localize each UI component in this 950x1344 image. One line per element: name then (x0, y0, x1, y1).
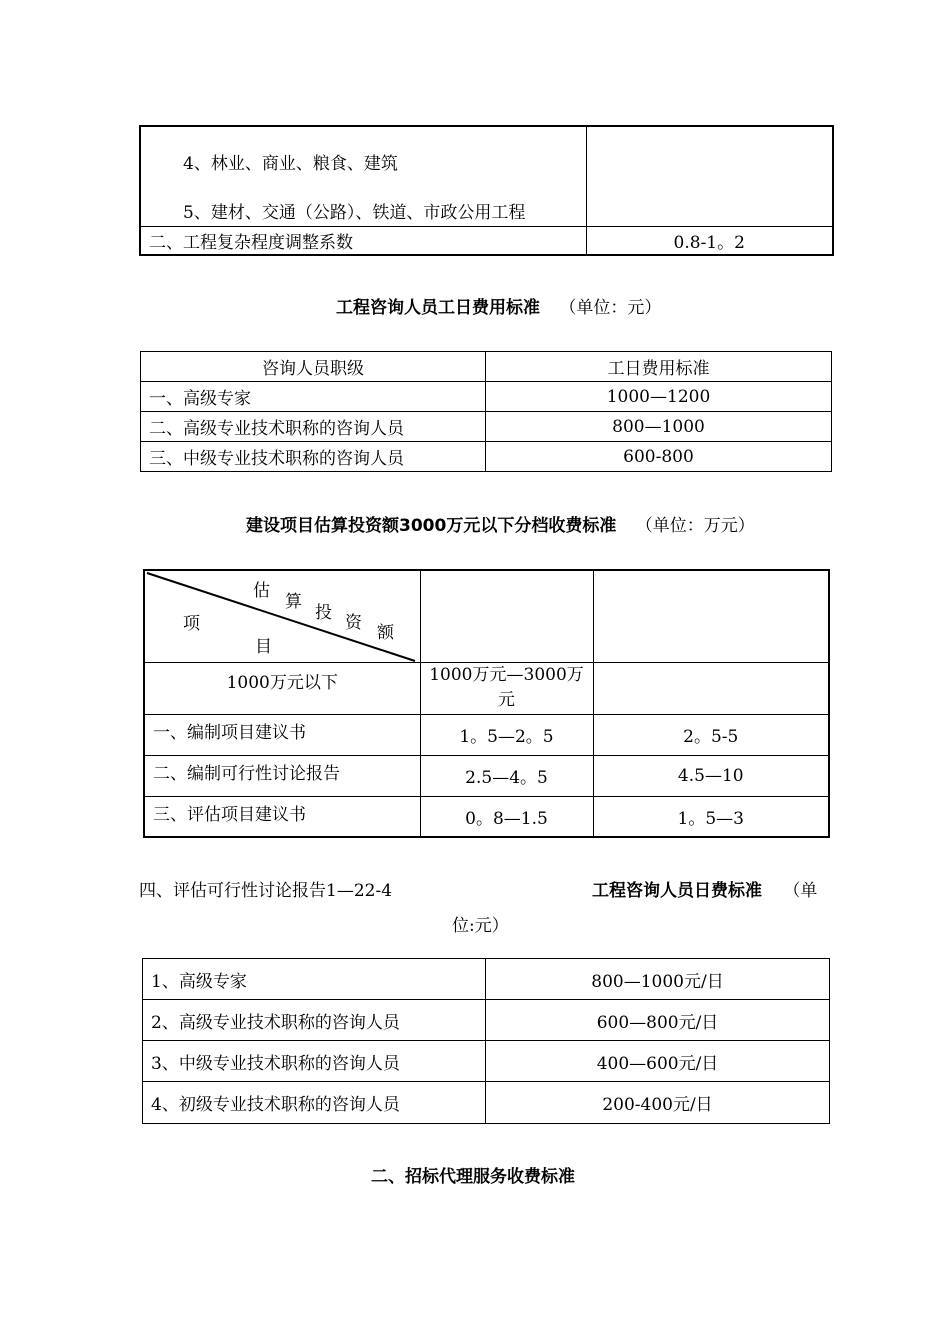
invest-heading (246, 511, 755, 536)
industry-value-cell (586, 126, 833, 226)
header-empty (593, 570, 829, 662)
fee-unit-b: 位:元） (452, 916, 509, 936)
row-label: 二、高级专业技术职称的咨询人员 (141, 412, 486, 442)
industry-list-cell (140, 126, 586, 226)
table-row (143, 1041, 830, 1082)
diagonal-char: 投 (315, 603, 332, 623)
row-label: 4、初级专业技术职称的咨询人员 (143, 1082, 486, 1124)
band-low: 1000万元以下 (144, 662, 420, 714)
table-row (143, 1000, 830, 1041)
table-header-row (144, 570, 829, 662)
table-row (141, 442, 832, 472)
diagonal-char: 估 (253, 581, 270, 601)
row-value: 1。5—3 (593, 796, 829, 837)
row-value: 800—1000元/日 (486, 959, 830, 1000)
row-value: 4.5—10 (593, 755, 829, 796)
daily-standard-title: 工程咨询人员工日费用标准 (336, 298, 540, 318)
row-value: 600-800 (486, 442, 832, 472)
row-label: 3、中级专业技术职称的咨询人员 (143, 1041, 486, 1082)
diagonal-header-cell (144, 570, 420, 662)
row-value: 400—600元/日 (486, 1041, 830, 1082)
bidding-heading: 二、招标代理服务收费标准 (371, 1167, 575, 1187)
row-label: 2、高级专业技术职称的咨询人员 (143, 1000, 486, 1041)
industry-line-4: 4、林业、商业、粮食、建筑 (183, 154, 398, 174)
row-value: 1。5—2。5 (420, 714, 593, 755)
row-value: 600—800元/日 (486, 1000, 830, 1041)
band-mid: 1000万元—3000万元 (420, 662, 593, 714)
fee-table (142, 958, 830, 1124)
diagonal-char: 资 (345, 613, 362, 633)
row-label: 一、编制项目建议书 (144, 714, 420, 755)
complexity-label: 二、工程复杂程度调整系数 (140, 226, 586, 255)
daily-standard-heading (336, 293, 661, 318)
table-header-row (141, 352, 832, 382)
row-label: 一、高级专家 (141, 382, 486, 412)
table-row (144, 662, 829, 714)
table-row (141, 412, 832, 442)
industry-table (139, 125, 834, 256)
band-high (593, 662, 829, 714)
diagonal-char: 算 (285, 592, 302, 612)
row-value: 1000—1200 (486, 382, 832, 412)
complexity-value: 0.8-1。2 (586, 226, 833, 255)
table-row (140, 126, 833, 226)
fee-heading (592, 876, 817, 901)
row-label: 1、高级专家 (143, 959, 486, 1000)
fee-title: 工程咨询人员日费标准 (592, 881, 762, 901)
row-label: 三、中级专业技术职称的咨询人员 (141, 442, 486, 472)
header-level: 咨询人员职级 (141, 352, 486, 382)
daily-standard-table (140, 351, 832, 472)
table-row (143, 1082, 830, 1124)
header-empty (420, 570, 593, 662)
evaluate-feasibility-line: 四、评估可行性讨论报告1—22-4 (139, 881, 393, 901)
table-row (140, 226, 833, 255)
table-row (143, 959, 830, 1000)
row-value: 800—1000 (486, 412, 832, 442)
table-row (141, 382, 832, 412)
fee-unit-a: （单 (783, 881, 818, 901)
row-value: 2.5—4。5 (420, 755, 593, 796)
invest-fee-table (143, 569, 830, 838)
row-value: 0。8—1.5 (420, 796, 593, 837)
diagonal-char: 额 (377, 623, 394, 643)
table-row (144, 714, 829, 755)
row-value: 200-400元/日 (486, 1082, 830, 1124)
daily-standard-unit: （单位：元） (559, 298, 662, 318)
industry-line-5: 5、建材、交通（公路）、铁道、市政公用工程 (183, 203, 526, 223)
table-row (144, 796, 829, 837)
row-label: 三、评估项目建议书 (144, 796, 420, 837)
invest-title: 建设项目估算投资额3000万元以下分档收费标准 (246, 516, 617, 536)
table-row (144, 755, 829, 796)
invest-unit: （单位：万元） (635, 516, 755, 536)
row-label: 二、编制可行性讨论报告 (144, 755, 420, 796)
diagonal-item-label: 目 (255, 637, 272, 657)
header-fee: 工日费用标准 (486, 352, 832, 382)
row-value: 2。5-5 (593, 714, 829, 755)
diagonal-item-label: 项 (183, 614, 200, 634)
